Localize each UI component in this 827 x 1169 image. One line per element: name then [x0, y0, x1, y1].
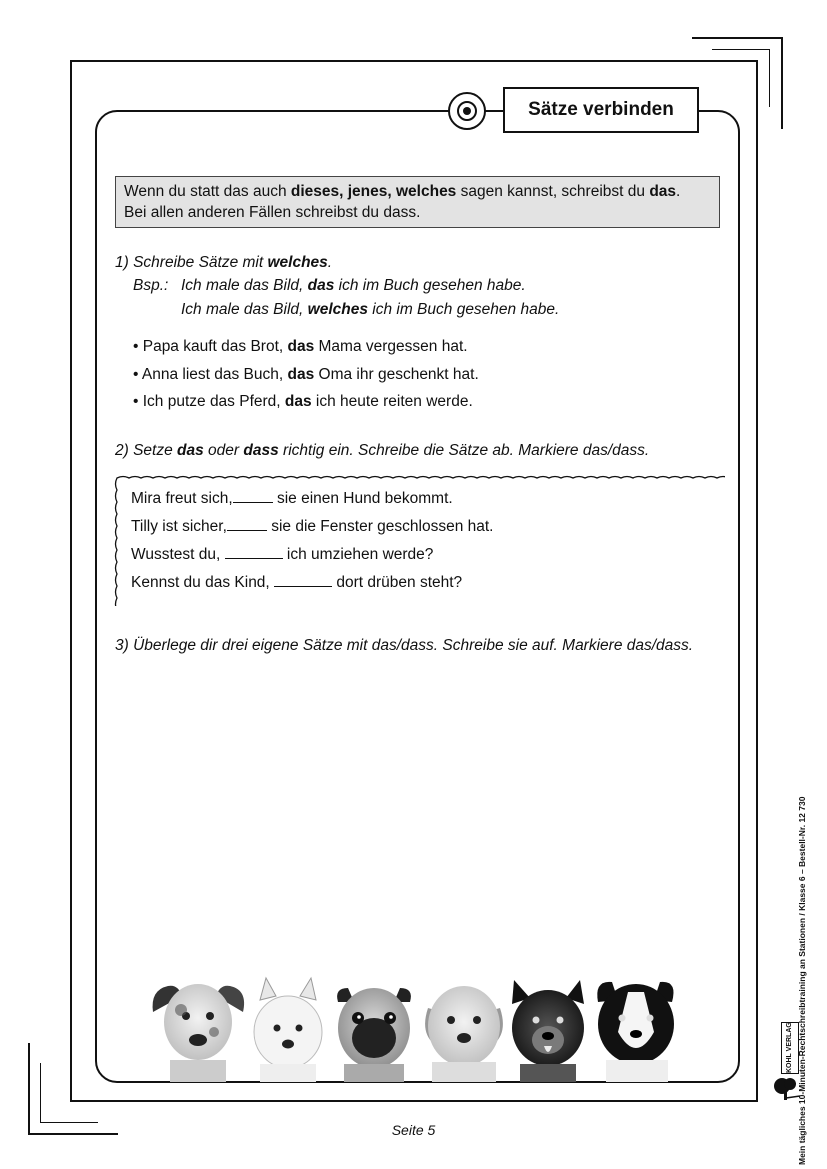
dog-westie	[254, 978, 322, 1082]
blank-gap[interactable]	[225, 544, 283, 559]
dog-border-collie	[597, 982, 674, 1082]
blank-gap[interactable]	[227, 516, 267, 531]
title-connector	[486, 110, 504, 112]
rule-line-2: Bei allen anderen Fällen schreibst du dass.	[124, 204, 421, 221]
gap-sentence: Wusstest du, ich umziehen werde?	[131, 546, 434, 563]
rule-box	[115, 176, 720, 228]
dog-great-dane	[153, 984, 245, 1082]
corner-decoration	[781, 37, 783, 129]
gap-sentence: Mira freut sich, sie einen Hund bekommt.	[131, 490, 453, 507]
list-item: • Ich putze das Pferd, das ich heute reiten werde.	[133, 393, 473, 410]
task3-heading: 3) Überlege dir drei eigene Sätze mit das/dass. Schreibe sie auf. Markiere das/dass.	[115, 637, 694, 654]
task2-heading: 2) Setze das oder dass richtig ein. Schreibe die Sätze ab. Markiere das/dass.	[115, 442, 650, 459]
target-icon	[448, 92, 486, 130]
side-order-text: Mein tägliches 10-Minuten-Rechtschreibtraining an Stationen / Klasse 6 – Bestell-Nr. 12 730	[797, 796, 807, 1165]
task1-heading: 1) Schreibe Sätze mit welches.	[115, 254, 333, 271]
corner-decoration	[40, 1063, 41, 1123]
rule-line-1: Wenn du statt das auch dieses, jenes, welches sagen kannst, schreibst du das.	[124, 183, 681, 200]
corner-decoration	[712, 49, 770, 50]
example-sentence-2: Ich male das Bild, welches ich im Buch gesehen habe.	[181, 301, 560, 318]
publisher-logo-text: KOHL VERLAG	[786, 1022, 793, 1073]
dog-golden-retriever	[425, 986, 503, 1082]
dog-german-shepherd	[512, 980, 584, 1082]
writing-area[interactable]	[115, 665, 720, 965]
tree-icon	[770, 1076, 804, 1102]
gap-sentence: Kennst du das Kind, dort drüben steht?	[131, 574, 463, 591]
corner-decoration	[692, 37, 782, 39]
list-item: • Anna liest das Buch, das Oma ihr geschenkt hat.	[133, 366, 479, 383]
gap-sentence: Tilly ist sicher, sie die Fenster geschlossen hat.	[131, 518, 494, 535]
example-label: Bsp.:	[133, 277, 169, 294]
example-sentence-1: Ich male das Bild, das ich im Buch gesehen habe.	[181, 277, 526, 294]
blank-gap[interactable]	[233, 488, 273, 503]
dogs-illustration	[148, 972, 688, 1082]
blank-gap[interactable]	[274, 572, 332, 587]
page-number: Seite 5	[391, 1122, 436, 1138]
dog-pug	[337, 988, 411, 1082]
list-item: • Papa kauft das Brot, das Mama vergessen hat.	[133, 338, 468, 355]
corner-decoration	[769, 49, 770, 107]
page-title: Sätze verbinden	[503, 87, 699, 133]
